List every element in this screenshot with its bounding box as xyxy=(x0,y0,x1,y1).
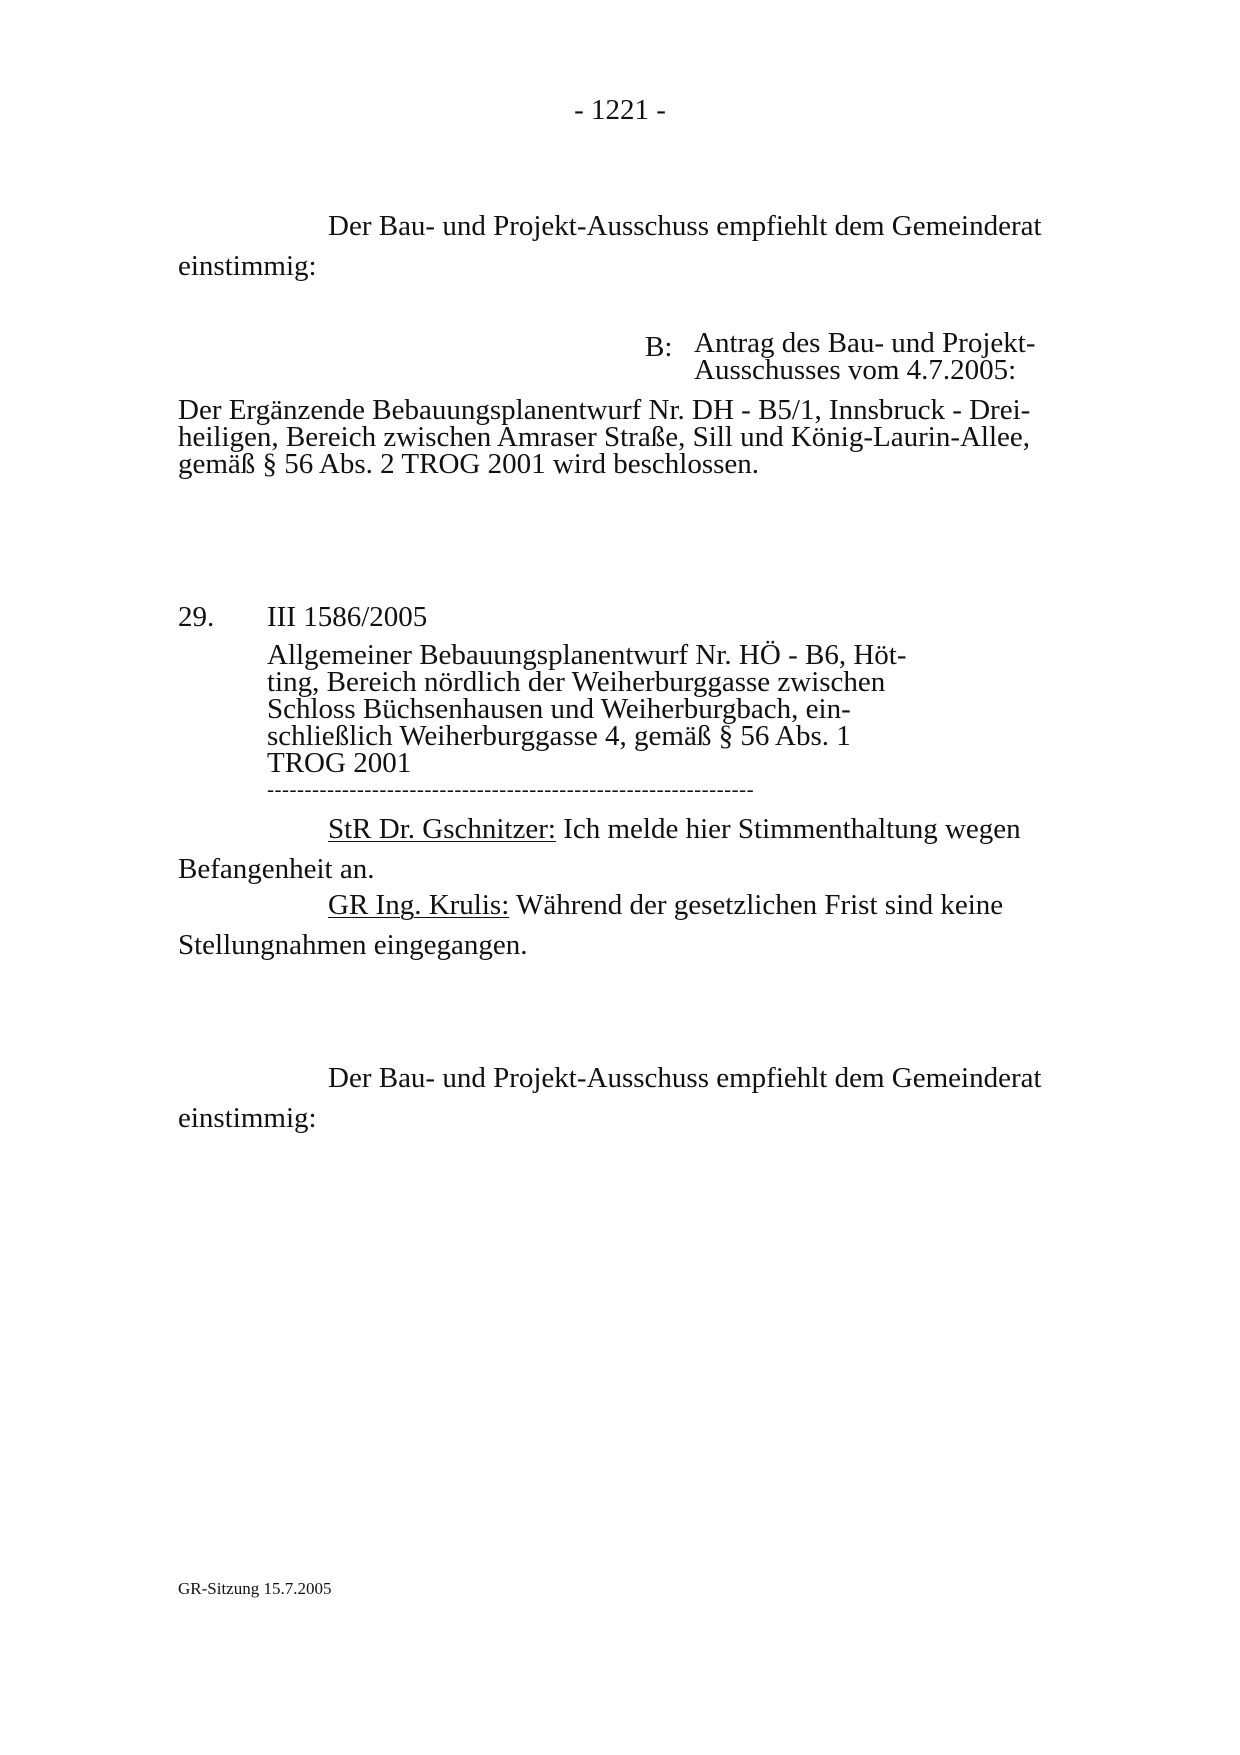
item-title-line: TROG 2001 xyxy=(267,747,412,779)
antrag-line-2: Ausschusses vom 4.7.2005: xyxy=(694,354,1017,386)
separator-line: ----------------------------------------------------------------- xyxy=(267,777,755,801)
recommendation-line-2: einstimmig: xyxy=(178,1102,317,1134)
footer: GR-Sitzung 15.7.2005 xyxy=(178,1579,332,1598)
antrag-line-1: Antrag des Bau- und Projekt- xyxy=(694,327,1036,359)
recommendation-line-2: einstimmig: xyxy=(178,250,317,282)
item-title-line: ting, Bereich nördlich der Weiherburggasse zwischen xyxy=(267,666,886,698)
resolution-line-2: heiligen, Bereich zwischen Amraser Straße, Sill und König-Laurin-Allee, xyxy=(178,421,1031,453)
item-title-line: schließlich Weiherburggasse 4, gemäß § 56 Abs. 1 xyxy=(267,720,851,752)
statement-1-continuation: Befangenheit an. xyxy=(178,853,375,885)
resolution-line-3: gemäß § 56 Abs. 2 TROG 2001 wird beschlossen. xyxy=(178,448,760,480)
statement-text: Während der gesetzlichen Frist sind keine xyxy=(509,889,1004,921)
resolution-line-1: Der Ergänzende Bebauungsplanentwurf Nr. DH - B5/1, Innsbruck - Drei- xyxy=(178,394,1031,426)
item-number: 29. xyxy=(178,601,215,633)
statement-2 xyxy=(328,891,1003,920)
speaker-name: GR Ing. Krulis: xyxy=(328,889,510,921)
recommendation-line-1: Der Bau- und Projekt-Ausschuss empfiehlt dem Gemeinderat xyxy=(328,210,1042,242)
antrag-label: B: xyxy=(645,331,673,363)
statement-2-continuation: Stellungnahmen eingegangen. xyxy=(178,929,528,961)
item-title-line: Schloss Büchsenhausen und Weiherburgbach, ein- xyxy=(267,693,851,725)
statement-text: Ich melde hier Stimmenthaltung wegen xyxy=(555,813,1021,845)
speaker-name: StR Dr. Gschnitzer: xyxy=(328,813,556,845)
item-title-line: Allgemeiner Bebauungsplanentwurf Nr. HÖ - B6, Höt- xyxy=(267,639,907,671)
item-reference: III 1586/2005 xyxy=(267,601,428,633)
page-number: - 1221 - xyxy=(574,94,666,126)
recommendation-line-1: Der Bau- und Projekt-Ausschuss empfiehlt dem Gemeinderat xyxy=(328,1062,1042,1094)
statement-1 xyxy=(328,815,1021,844)
